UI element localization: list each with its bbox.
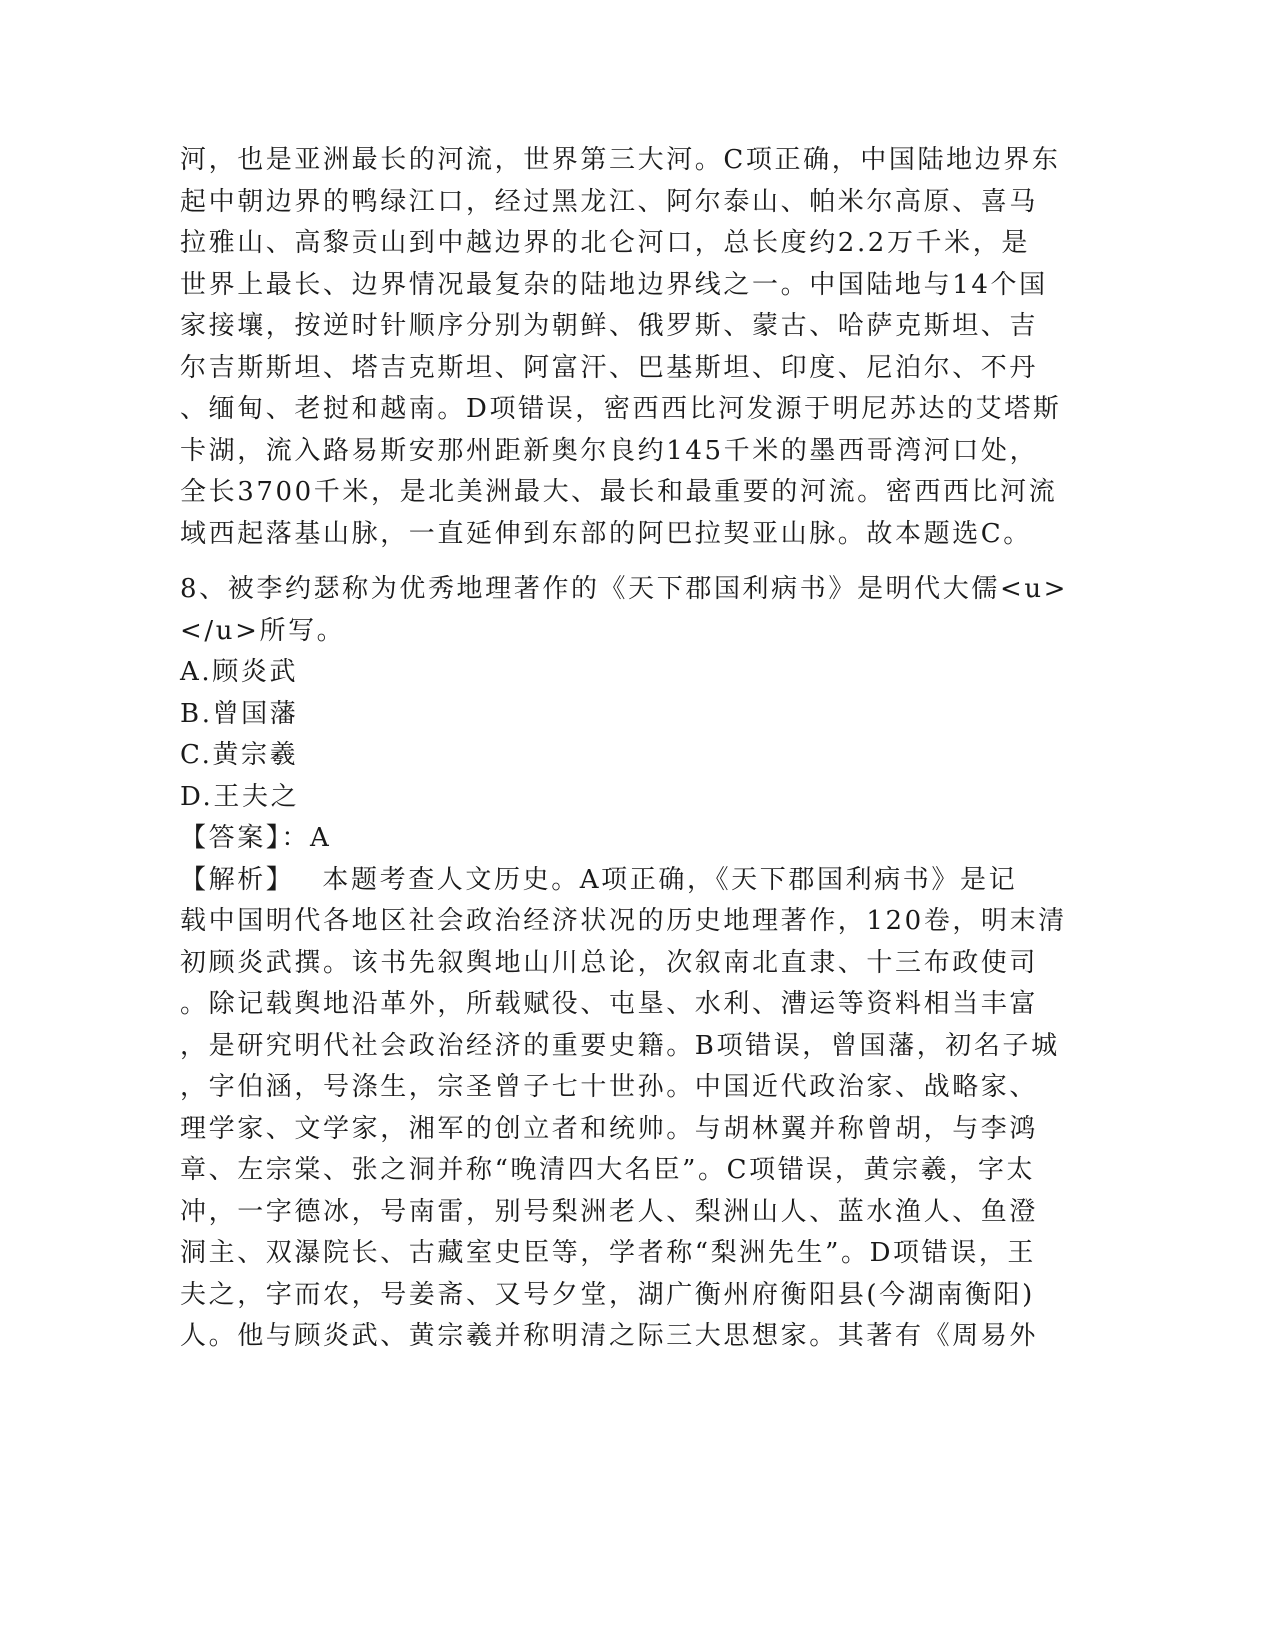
analysis-line: 初顾炎武撰。该书先叙舆地山川总论，次叙南北直隶、十三布政使司 xyxy=(180,947,1039,978)
analysis-text: 本题考查人文历史。A项正确，《天下郡国利病书》是记 xyxy=(322,864,1018,895)
explanation-line: 拉雅山、高黎贡山到中越边界的北仑河口，总长度约2.2万千米，是 xyxy=(180,228,1030,258)
analysis-line: ，是研究明代社会政治经济的重要史籍。B项错误，曾国藩，初名子城 xyxy=(180,1030,1060,1061)
previous-explanation xyxy=(180,140,1062,555)
answer-value: A xyxy=(310,823,332,853)
answer-label: 【答案】： xyxy=(180,823,311,853)
option-b: B.曾国藩 xyxy=(180,698,299,729)
analysis-line: 载中国明代各地区社会政治经济状况的历史地理著作，120卷，明末清 xyxy=(180,906,1067,936)
analysis-first-line xyxy=(180,860,1040,902)
explanation-line: 、缅甸、老挝和越南。D项错误，密西西比河发源于明尼苏达的艾塔斯 xyxy=(180,394,1062,424)
option-a: A.顾炎武 xyxy=(180,657,299,687)
analysis-line: 章、左宗棠、张之洞并称“晚清四大名臣”。C项错误，黄宗羲，字太 xyxy=(180,1155,1036,1185)
analysis-label: 【解析】 xyxy=(180,864,295,895)
explanation-line: 卡湖，流入路易斯安那州距新奥尔良约145千米的墨西哥湾河口处， xyxy=(180,435,1039,466)
explanation-line: 世界上最长、边界情况最复杂的陆地边界线之一。中国陆地与14个国 xyxy=(180,269,1048,300)
document-page xyxy=(180,140,1069,1358)
question-stem-continued: </u>所写。 xyxy=(180,615,346,646)
analysis-line: 理学家、文学家，湘军的创立者和统帅。与胡林翼并称曾胡，与李鸿 xyxy=(180,1113,1039,1144)
analysis-line: 冲，一字德冰，号南雷，别号梨洲老人、梨洲山人、蓝水渔人、鱼澄 xyxy=(180,1196,1039,1227)
option-d: D.王夫之 xyxy=(180,781,300,812)
analysis-line: 。除记载舆地沿革外，所载赋役、屯垦、水利、漕运等资料相当丰富 xyxy=(180,989,1039,1019)
question-stem: 8、被李约瑟称为优秀地理著作的《天下郡国利病书》是明代大儒<u> xyxy=(180,574,1069,604)
option-list xyxy=(180,652,1040,818)
explanation-line: 域西起落基山脉，一直延伸到东部的阿巴拉契亚山脉。故本题选C。 xyxy=(180,518,1032,549)
question-8 xyxy=(180,569,1069,1358)
explanation-line: 起中朝边界的鸭绿江口，经过黑龙江、阿尔泰山、帕米尔高原、喜马 xyxy=(180,186,1039,217)
explanation-line: 家接壤，按逆时针顺序分别为朝鲜、俄罗斯、蒙古、哈萨克斯坦、吉 xyxy=(180,311,1039,341)
explanation-line: 尔吉斯斯坦、塔吉克斯坦、阿富汗、巴基斯坦、印度、尼泊尔、不丹 xyxy=(180,352,1039,383)
analysis-line: 人。他与顾炎武、黄宗羲并称明清之际三大思想家。其著有《周易外 xyxy=(180,1321,1039,1351)
explanation-line: 全长3700千米，是北美洲最大、最长和最重要的河流。密西西比河流 xyxy=(180,477,1058,507)
explanation-line: 河，也是亚洲最长的河流，世界第三大河。C项正确，中国陆地边界东 xyxy=(180,145,1061,175)
analysis xyxy=(180,860,1067,1358)
option-c: C.黄宗羲 xyxy=(180,740,299,770)
answer-row xyxy=(180,818,1040,860)
analysis-line: ，字伯涵，号涤生，宗圣曾子七十世孙。中国近代政治家、战略家、 xyxy=(180,1072,1039,1102)
analysis-line: 夫之，字而农，号姜斋、又号夕堂，湖广衡州府衡阳县(今湖南衡阳) xyxy=(180,1279,1035,1310)
analysis-line: 洞主、双瀑院长、古藏室史臣等，学者称“梨洲先生”。D项错误，王 xyxy=(180,1238,1037,1268)
